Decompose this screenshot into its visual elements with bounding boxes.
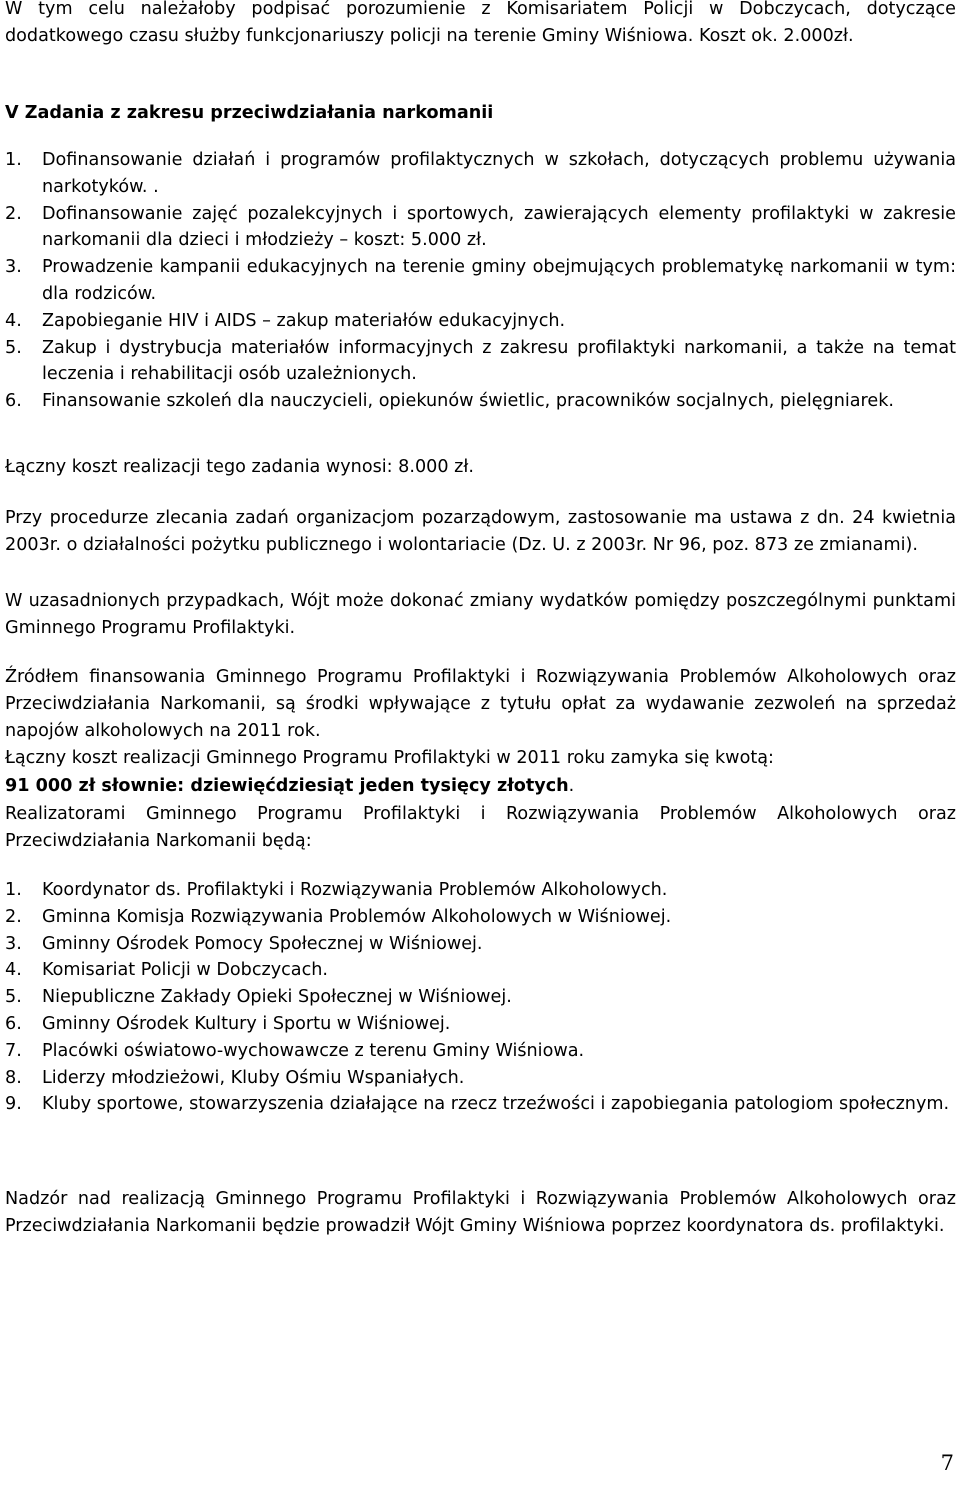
list-item: 6. Gminny Ośrodek Kultury i Sportu w Wiśniowej. <box>5 1013 451 1034</box>
changes-paragraph: W uzasadnionych przypadkach, Wójt może dokonać zmiany wydatków pomiędzy poszczególnymi punktami Gminnego Programu Profilaktyki. <box>5 591 956 638</box>
list-item: 8. Liderzy młodzieżowi, Kluby Ośmiu Wspaniałych. <box>5 1067 465 1088</box>
implementers-list <box>5 877 956 1118</box>
section-v-heading: V Zadania z zakresu przeciwdziałania narkomanii <box>5 103 494 123</box>
list-item: 1. Koordynator ds. Profilaktyki i Rozwiązywania Problemów Alkoholowych. <box>5 880 668 900</box>
implementers-intro: Realizatorami Gminnego Programu Profilaktyki i Rozwiązywania Problemów Alkoholowych oraz Przeciwdziałania Narkomanii będą: <box>5 804 956 851</box>
list-item: 6. Finansowanie szkoleń dla nauczycieli, opiekunów świetlic, pracowników socjalnych, pielęgniarek. <box>5 391 894 412</box>
list-item: 2. Dofinansowanie zajęć pozalekcyjnych i sportowych, zawierających elementy profilaktyki w zakresie narkomanii dla dzieci i młodzieży – koszt: 5.000 zł. <box>5 203 956 251</box>
list-item: 4. Komisariat Policji w Dobczycach. <box>5 960 329 981</box>
list-item: 2. Gminna Komisja Rozwiązywania Problemów Alkoholowych w Wiśniowej. <box>5 906 672 927</box>
list-item: 9. Kluby sportowe, stowarzyszenia działające na rzecz trzeźwości i zapobiegania patologiom społecznym. <box>5 1094 950 1115</box>
financing-paragraph: Źródłem finansowania Gminnego Programu Profilaktyki i Rozwiązywania Problemów Alkoholowych oraz Przeciwdziałania Narkomanii, są środki wpływające z tytułu opłat za wydawanie zezwoleń na sprzedaż napojów alkoholowych na 2011 rok. <box>5 667 956 741</box>
supervision-paragraph: Nadzór nad realizacją Gminnego Programu Profilaktyki i Rozwiązywania Problemów Alkoholowych oraz Przeciwdziałania Narkomanii będzie prowadził Wójt Gminy Wiśniowa poprzez koordynatora ds. profilaktyki. <box>5 1189 956 1236</box>
list-item: 5. Zakup i dystrybucja materiałów informacyjnych z zakresu profilaktyki narkomanii, a także na temat leczenia i rehabilitacji osób uzależnionych. <box>5 337 956 385</box>
list-item: 7. Placówki oświatowo-wychowawcze z terenu Gminy Wiśniowa. <box>5 1040 585 1061</box>
program-total-amount: 91 000 zł słownie: dziewięćdziesiąt jeden tysięcy złotych. <box>5 776 575 796</box>
list-item: 1. Dofinansowanie działań i programów profilaktycznych w szkołach, dotyczących problemu używania narkotyków. . <box>5 150 956 197</box>
section-v-list <box>5 147 956 415</box>
list-item: 4. Zapobieganie HIV i AIDS – zakup materiałów edukacyjnych. <box>5 310 566 331</box>
list-item: 3. Gminny Ośrodek Pomocy Społecznej w Wiśniowej. <box>5 933 483 954</box>
page-number: 7 <box>940 1451 954 1475</box>
program-total-line: Łączny koszt realizacji Gminnego Programu Profilaktyki w 2011 roku zamyka się kwotą: <box>5 748 774 768</box>
section-v-total: Łączny koszt realizacji tego zadania wynosi: 8.000 zł. <box>5 457 474 477</box>
list-item: 5. Niepubliczne Zakłady Opieki Społecznej w Wiśniowej. <box>5 987 512 1008</box>
intro-paragraph: W tym celu należałoby podpisać porozumienie z Komisariatem Policji w Dobczycach, dotyczące dodatkowego czasu służby funkcjonariuszy policji na terenie Gminy Wiśniowa. Koszt ok. 2.000zł. <box>5 0 956 46</box>
procedure-paragraph: Przy procedurze zlecania zadań organizacjom pozarządowym, zastosowanie ma ustawa z dn. 24 kwietnia 2003r. o działalności pożytku publicznego i wolontariacie (Dz. U. z 2003r. Nr 96, poz. 873 ze zmianami). <box>5 508 956 555</box>
list-item: 3. Prowadzenie kampanii edukacyjnych na terenie gminy obejmujących problematykę narkomanii w tym: dla rodziców. <box>5 257 956 304</box>
